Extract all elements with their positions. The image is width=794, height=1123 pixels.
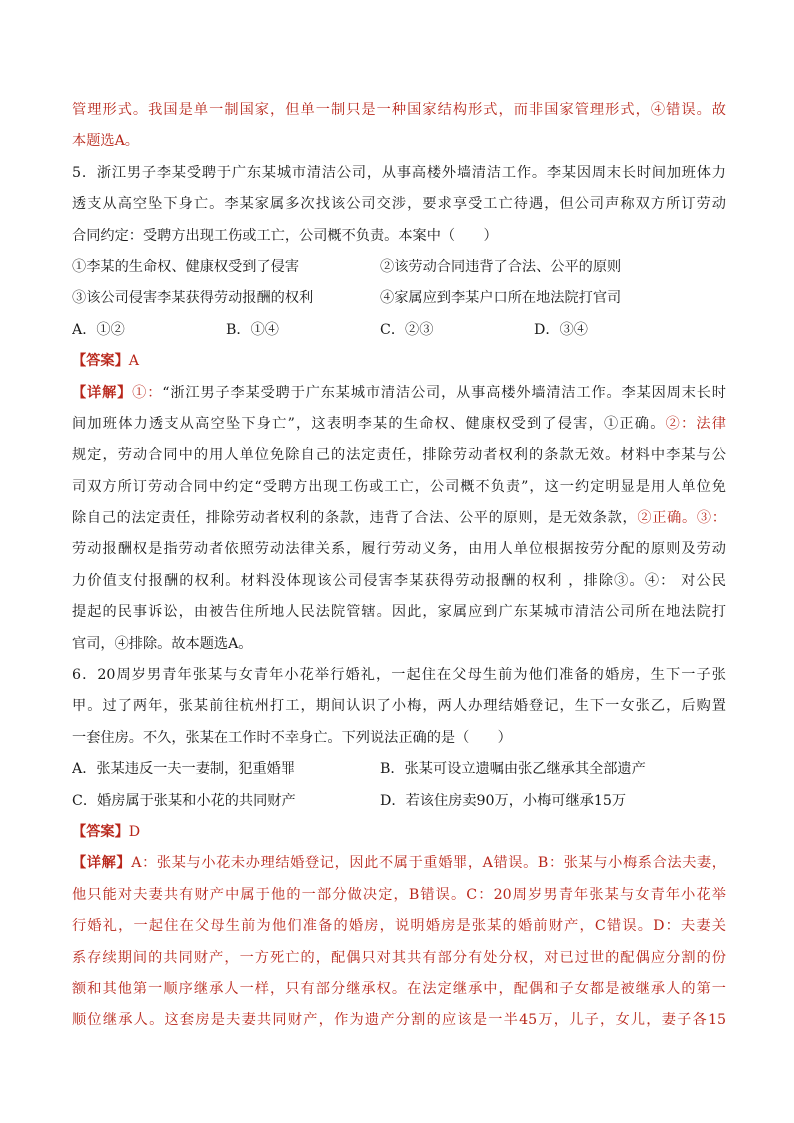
q5-detail-line: 提起的民事诉讼，由被告住所地人民法院管辖。因此，家属应到广东某城市清洁公司所在地法院打 xyxy=(72,604,726,621)
answer-label: 【答案】 xyxy=(72,353,129,370)
detail-text: “浙江男子李某受聘于广东某城市清洁公司，从事高楼外墙清洁工作。李某因周末长时 xyxy=(162,384,726,401)
q6-stem: 一套住房。不久，张某在工作时不幸身亡。下列说法正确的是（ ） xyxy=(72,729,512,746)
q5-choices-row xyxy=(72,315,726,346)
q5-answer xyxy=(72,346,726,377)
q6-choice-c: C．婚房属于张某和小花的共同财产 xyxy=(72,792,296,809)
answer-label: 【答案】 xyxy=(72,823,129,840)
q5-choice-d: D．③④ xyxy=(534,321,588,338)
q5-stem: 5．浙江男子李某受聘于广东某城市清洁公司，从事高楼外墙清洁工作。李某因周末长时间加班体力 xyxy=(72,164,726,181)
header-rule xyxy=(70,60,724,61)
detail-label: 【详解】 xyxy=(72,855,132,872)
detail-marker: ②正确。③： xyxy=(637,510,726,527)
detail-text: 除自己的法定责任，排除劳动者权利的条款，违背了合法、公平的原则，是无效条款， xyxy=(72,510,638,527)
q6-detail-line: 行婚礼，一起住在父母生前为他们准备的婚房，说明婚房是张某的婚前财产，C错误。D：夫妻关 xyxy=(72,918,726,935)
q5-detail-line xyxy=(72,503,726,534)
q6-detail-line: 额和其他第一顺序继承人一样，只有部分继承权。在法定继承中，配偶和子女都是被继承人的第一 xyxy=(72,980,726,997)
q6-detail-line: 顺位继承人。这套房是夫妻共同财产，作为遗产分割的应该是一半45万，儿子，女儿，妻子各15 xyxy=(72,1012,726,1029)
q6-choices-row xyxy=(72,786,726,817)
q5-statement-1: ①李某的生命权、健康权受到了侵害 xyxy=(72,258,300,275)
detail-text: 间加班体力透支从高空坠下身亡”，这表明李某的生命权、健康权受到了侵害，①正确。 xyxy=(72,415,666,432)
q5-statement-2: ②该劳动合同违背了合法、公平的原则 xyxy=(380,258,622,275)
q5-detail-line xyxy=(72,409,726,440)
q5-detail-line: 官司，④排除。故本题选A。 xyxy=(72,635,253,652)
q5-detail-line xyxy=(72,378,726,409)
q6-stem: 6．20周岁男青年张某与女青年小花举行婚礼，一起住在父母生前为他们准备的婚房，生下一子张 xyxy=(72,667,726,684)
q5-detail-line: 司双方所订劳动合同中约定“受聘方出现工伤或工亡，公司概不负责”，这一约定明显是用人单位免 xyxy=(72,478,726,495)
detail-marker: ①： xyxy=(132,384,163,401)
prev-answer-line: 本题选A。 xyxy=(72,133,139,150)
q6-detail-line: 系存续期间的共同财产，一方死亡的，配偶只对其共有部分有处分权，对已过世的配偶应分割的份 xyxy=(72,949,726,966)
q6-choices-row xyxy=(72,754,726,785)
q5-statements-row xyxy=(72,283,726,314)
page-content xyxy=(72,95,726,1037)
q5-statements-row xyxy=(72,252,726,283)
q5-choice-a: A．①② xyxy=(72,321,125,338)
q5-choice-c: C．②③ xyxy=(380,321,434,338)
answer-value: A xyxy=(128,353,140,370)
q6-detail-line xyxy=(72,848,726,879)
detail-label: 【详解】 xyxy=(72,384,133,401)
q5-detail-line: 规定，劳动合同中的用人单位免除自己的法定责任，排除劳动者权利的条款无效。材料中李某与公 xyxy=(72,447,726,464)
q6-answer xyxy=(72,817,726,848)
prev-answer-line: 管理形式。我国是单一制国家，但单一制只是一种国家结构形式，而非国家管理形式，④错误。故 xyxy=(72,102,726,118)
q5-detail-line: 力价值支付报酬的权利。材料没体现该公司侵害李某获得劳动报酬的权利 ，排除③。④： 对公民 xyxy=(72,572,726,589)
q6-choice-b: B．张某可设立遗嘱由张乙继承其全部遗产 xyxy=(380,761,646,778)
q5-statement-4: ④家属应到李某户口所在地法院打官司 xyxy=(380,290,622,307)
detail-marker: ②：法律 xyxy=(665,415,726,432)
detail-text: A：张某与小花未办理结婚登记，因此不属于重婚罪，A错误。B：张某与小梅系合法夫妻， xyxy=(131,855,726,872)
q5-choice-b: B．①④ xyxy=(226,321,279,338)
q5-detail-line: 劳动报酬权是指劳动者依照劳动法律关系，履行劳动义务，由用人单位根据按劳分配的原则及劳动 xyxy=(72,541,726,558)
q6-choice-a: A．张某违反一夫一妻制，犯重婚罪 xyxy=(72,761,296,778)
q5-statement-3: ③该公司侵害李某获得劳动报酬的权利 xyxy=(72,290,314,307)
q5-stem: 合同约定：受聘方出现工伤或工亡，公司概不负责。本案中（ ） xyxy=(72,227,498,244)
answer-value: D xyxy=(128,823,141,840)
q6-detail-line: 他只能对夫妻共有财产中属于他的一部分做决定，B错误。C：20周岁男青年张某与女青年小花举 xyxy=(72,886,726,903)
q6-stem: 甲。过了两年，张某前往杭州打工，期间认识了小梅，两人办理结婚登记，生下一女张乙，后购置 xyxy=(72,698,726,715)
q6-choice-d: D．若该住房卖90万，小梅可继承15万 xyxy=(380,792,627,809)
q5-stem: 透支从高空坠下身亡。李某家属多次找该公司交涉，要求享受工亡待遇，但公司声称双方所订劳动 xyxy=(72,196,726,213)
